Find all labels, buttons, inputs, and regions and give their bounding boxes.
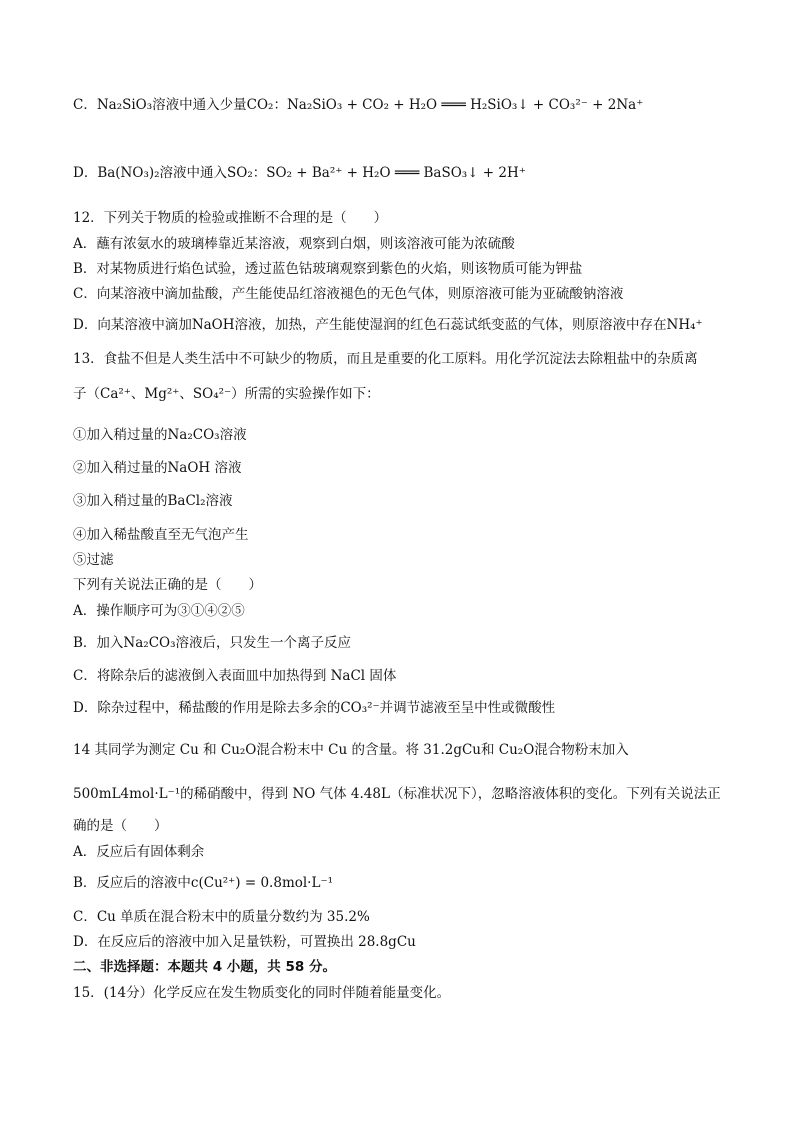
q13-stem-line2: 子（Ca²⁺、Mg²⁺、SO₄²⁻）所需的实验操作如下：	[73, 386, 380, 402]
q13-option-d: D．除杂过程中，稀盐酸的作用是除去多余的CO₃²⁻并调节滤液至呈中性或微酸性	[73, 700, 556, 716]
section-2-heading: 二、非选择题：本题共 4 小题，共 58 分。	[73, 959, 336, 975]
q12-option-d: D．向某溶液中滴加NaOH溶液，加热，产生能使湿润的红色石蕊试纸变蓝的气体，则原溶液中存在NH₄⁺	[73, 317, 703, 333]
q13-option-a: A．操作顺序可为③①④②⑤	[73, 603, 245, 619]
q13-question: 下列有关说法正确的是（ ）	[73, 577, 262, 593]
q14-option-a: A．反应后有固体剩余	[73, 844, 205, 860]
q12-option-b: B．对某物质进行焰色试验，透过蓝色钴玻璃观察到紫色的火焰，则该物质可能为钾盐	[73, 261, 583, 277]
q14-option-b: B．反应后的溶液中c(Cu²⁺) = 0.8mol·L⁻¹	[73, 875, 333, 891]
q12-stem: 12．下列关于物质的检验或推断不合理的是（ ）	[73, 210, 388, 226]
q14-stem-line3: 确的是（ ）	[73, 818, 168, 834]
q13-step-3: ③加入稍过量的BaCl₂溶液	[73, 493, 233, 509]
q14-stem-line1: 14 其同学为测定 Cu 和 Cu₂O混合粉末中 Cu 的含量。将 31.2gCu和 Cu₂O混合物粉末加入	[73, 742, 629, 758]
q12-option-a: A．蘸有浓氨水的玻璃棒靠近某溶液，观察到白烟，则该溶液可能为浓硫酸	[73, 236, 515, 252]
q11-option-c: C．Na₂SiO₃溶液中通入少量CO₂：Na₂SiO₃ + CO₂ + H₂O ═══ H₂SiO₃↓ + CO₃²⁻ + 2Na⁺	[73, 97, 644, 113]
q13-step-5: ⑤过滤	[73, 552, 114, 568]
q12-option-c: C．向某溶液中滴加盐酸，产生能使品红溶液褪色的无色气体，则原溶液可能为亚硫酸钠溶液	[73, 286, 624, 302]
q15-stem: 15．(14分）化学反应在发生物质变化的同时伴随着能量变化。	[73, 985, 451, 1001]
q13-step-1: ①加入稍过量的Na₂CO₃溶液	[73, 427, 247, 443]
q14-stem-line2: 500mL4mol·L⁻¹的稀硝酸中，得到 NO 气体 4.48L（标准状况下），忽略溶液体积的变化。下列有关说法正	[73, 786, 721, 802]
q11-option-d: D．Ba(NO₃)₂溶液中通入SO₂：SO₂ + Ba²⁺ + H₂O ═══ BaSO₃↓ + 2H⁺	[73, 165, 526, 181]
q13-step-2: ②加入稍过量的NaOH 溶液	[73, 460, 242, 476]
q13-stem-line1: 13．食盐不但是人类生活中不可缺少的物质，而且是重要的化工原料。用化学沉淀法去除粗盐中的杂质离	[73, 351, 698, 367]
q13-option-c: C．将除杂后的滤液倒入表面皿中加热得到 NaCl 固体	[73, 668, 397, 684]
q13-option-b: B．加入Na₂CO₃溶液后，只发生一个离子反应	[73, 635, 352, 651]
q14-option-c: C．Cu 单质在混合粉末中的质量分数约为 35.2%	[73, 909, 370, 925]
q14-option-d: D．在反应后的溶液中加入足量铁粉，可置换出 28.8gCu	[73, 934, 416, 950]
q13-step-4: ④加入稀盐酸直至无气泡产生	[73, 527, 249, 543]
